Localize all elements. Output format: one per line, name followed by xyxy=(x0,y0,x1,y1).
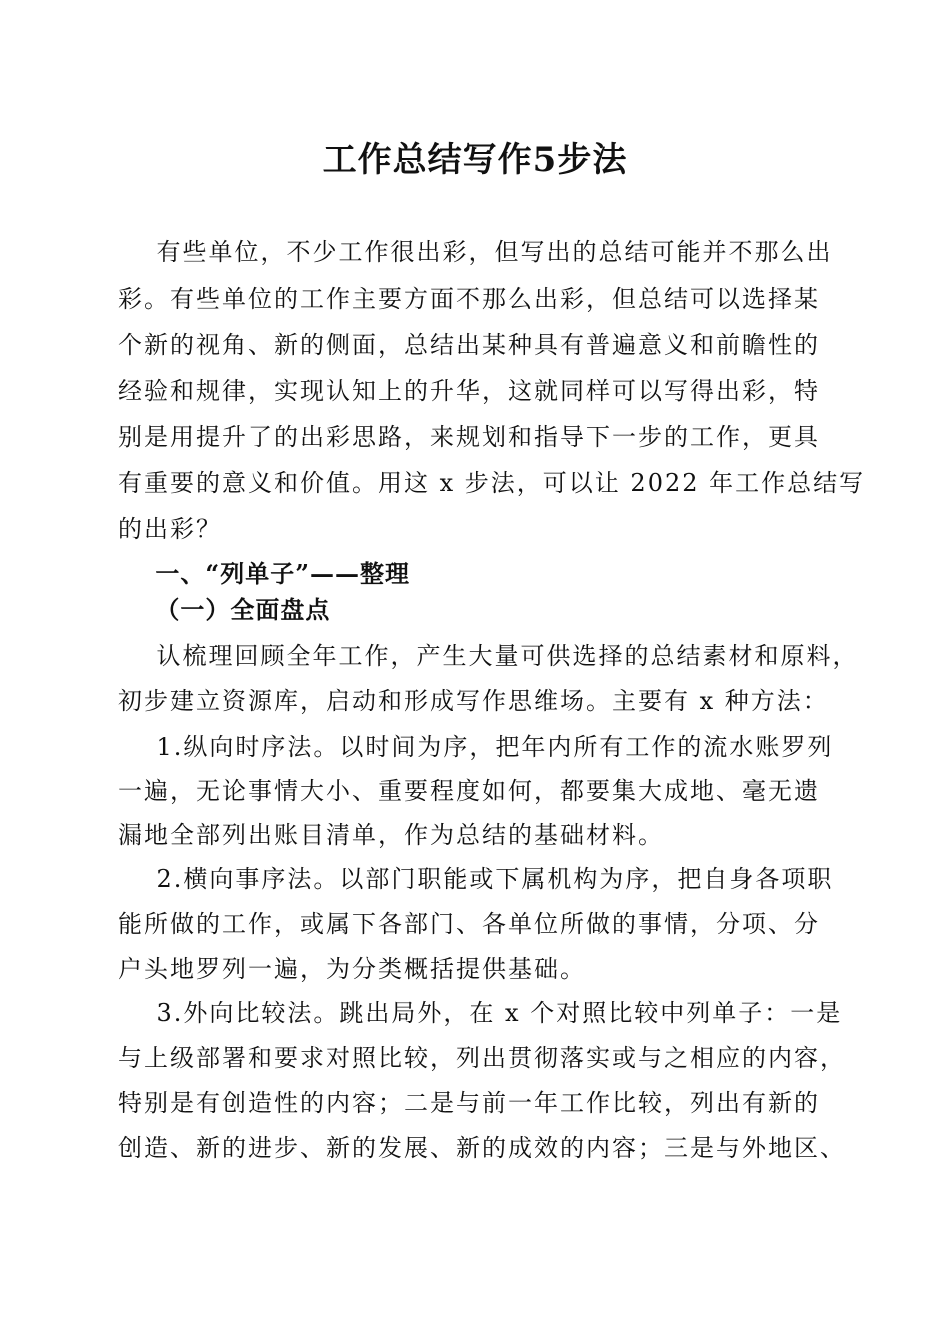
paragraph-line: 有重要的意义和价值。用这 x 步法，可以让 2022 年工作总结写 xyxy=(118,469,866,497)
list-item-line: 3.外向比较法。跳出局外，在 x 个对照比较中列单子：一是 xyxy=(118,999,843,1027)
subsection-heading: （一）全面盘点 xyxy=(118,595,331,624)
section-heading: 一、“列单子”——整理 xyxy=(118,559,411,588)
paragraph-line: 初步建立资源库，启动和形成写作思维场。主要有 x 种方法： xyxy=(118,687,829,715)
list-item-line: 2.横向事序法。以部门职能或下属机构为序，把自身各项职 xyxy=(118,865,834,893)
list-item-line: 1.纵向时序法。以时间为序，把年内所有工作的流水账罗列 xyxy=(118,733,834,761)
list-item-line: 特别是有创造性的内容；二是与前一年工作比较，列出有新的 xyxy=(118,1089,820,1117)
list-item-line: 能所做的工作，或属下各部门、各单位所做的事情，分项、分 xyxy=(118,910,820,938)
list-item-line: 与上级部署和要求对照比较，列出贯彻落实或与之相应的内容， xyxy=(118,1044,846,1072)
paragraph-line: 认梳理回顾全年工作，产生大量可供选择的总结素材和原料， xyxy=(118,642,859,670)
paragraph-line: 的出彩？ xyxy=(118,515,222,543)
list-item-line: 一遍，无论事情大小、重要程度如何，都要集大成地、毫无遗 xyxy=(118,777,820,805)
list-item-line: 创造、新的进步、新的发展、新的成效的内容；三是与外地区、 xyxy=(118,1134,846,1162)
paragraph-line: 经验和规律，实现认知上的升华，这就同样可以写得出彩，特 xyxy=(118,377,820,405)
paragraph-line: 有些单位，不少工作很出彩，但写出的总结可能并不那么出 xyxy=(118,238,833,266)
paragraph-line: 个新的视角、新的侧面，总结出某种具有普遍意义和前瞻性的 xyxy=(118,331,820,359)
document-title: 工作总结写作5步法 xyxy=(322,140,628,180)
list-item-line: 漏地全部列出账目清单，作为总结的基础材料。 xyxy=(118,821,664,849)
paragraph-line: 彩。有些单位的工作主要方面不那么出彩，但总结可以选择某 xyxy=(118,285,820,313)
paragraph-line: 别是用提升了的出彩思路，来规划和指导下一步的工作，更具 xyxy=(118,423,820,451)
list-item-line: 户头地罗列一遍，为分类概括提供基础。 xyxy=(118,955,586,983)
